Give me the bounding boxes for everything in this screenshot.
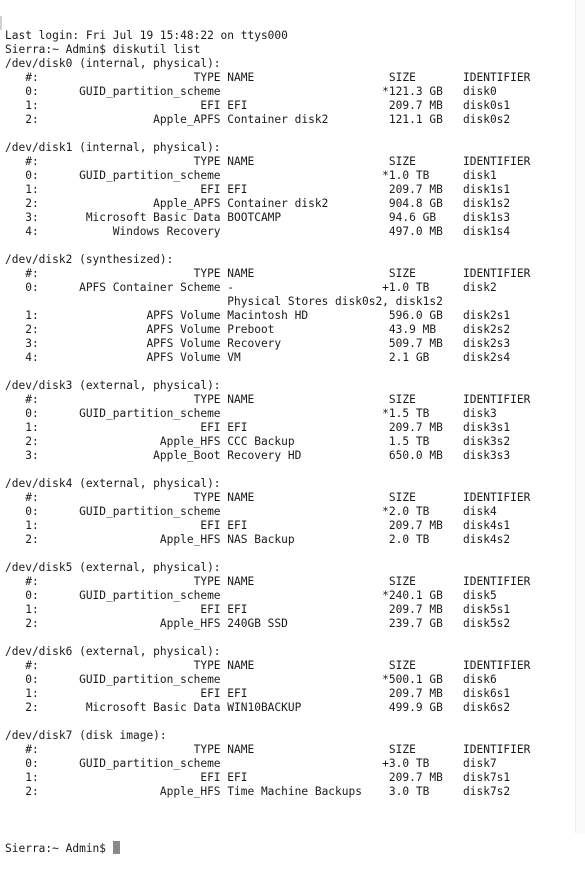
terminal-line: 4: APFS Volume VM 2.1 GB disk2s4	[5, 351, 511, 364]
terminal-line: 1: EFI EFI 209.7 MB disk0s1	[5, 99, 511, 112]
terminal-line	[5, 127, 575, 141]
terminal-line: 2: Microsoft Basic Data WIN10BACKUP 499.9 GB disk6s2	[5, 701, 511, 714]
terminal-line: #: TYPE NAME SIZE IDENTIFIER	[5, 155, 531, 168]
terminal-line: 1: APFS Volume Macintosh HD 596.0 GB disk2s1	[5, 309, 511, 322]
terminal-line	[5, 631, 575, 645]
terminal-line: 3: APFS Volume Recovery 509.7 MB disk2s3	[5, 337, 511, 350]
terminal-line: 3: Apple_Boot Recovery HD 650.0 MB disk3s3	[5, 449, 511, 462]
terminal-line	[5, 547, 575, 561]
selection-marker	[0, 16, 2, 30]
terminal-line: #: TYPE NAME SIZE IDENTIFIER	[5, 267, 531, 280]
vertical-scrollbar[interactable]	[575, 0, 585, 833]
terminal-line: #: TYPE NAME SIZE IDENTIFIER	[5, 659, 531, 672]
terminal-line: 2: Apple_HFS CCC Backup 1.5 TB disk3s2	[5, 435, 511, 448]
terminal-line	[5, 799, 575, 813]
terminal-line: 0: GUID_partition_scheme *240.1 GB disk5	[5, 589, 497, 602]
terminal-line: Last login: Fri Jul 19 15:48:22 on ttys000	[5, 29, 288, 42]
terminal-line: 1: EFI EFI 209.7 MB disk6s1	[5, 687, 511, 700]
terminal-line: 1: EFI EFI 209.7 MB disk3s1	[5, 421, 511, 434]
terminal-line: Sierra:~ Admin$ diskutil list	[5, 43, 201, 56]
terminal-line: 0: GUID_partition_scheme *1.0 TB disk1	[5, 169, 497, 182]
terminal-line: /dev/disk6 (external, physical):	[5, 645, 221, 658]
terminal-line: /dev/disk2 (synthesized):	[5, 253, 174, 266]
terminal-line: 1: EFI EFI 209.7 MB disk5s1	[5, 603, 511, 616]
terminal-line: 0: GUID_partition_scheme *1.5 TB disk3	[5, 407, 497, 420]
terminal-line	[5, 715, 575, 729]
terminal-output	[5, 29, 575, 813]
terminal-line: 2: Apple_HFS 240GB SSD 239.7 GB disk5s2	[5, 617, 511, 630]
text-cursor	[113, 841, 120, 854]
terminal-line: #: TYPE NAME SIZE IDENTIFIER	[5, 491, 531, 504]
prompt-text: Sierra:~ Admin$	[5, 842, 113, 855]
terminal-line: 0: GUID_partition_scheme *500.1 GB disk6	[5, 673, 497, 686]
terminal-line: 0: APFS Container Scheme - +1.0 TB disk2	[5, 281, 497, 294]
terminal-line: 0: GUID_partition_scheme *2.0 TB disk4	[5, 505, 497, 518]
terminal-line: 2: Apple_APFS Container disk2 904.8 GB disk1s2	[5, 197, 511, 210]
terminal-line: 3: Microsoft Basic Data BOOTCAMP 94.6 GB disk1s3	[5, 211, 511, 224]
terminal-line: /dev/disk7 (disk image):	[5, 729, 167, 742]
terminal-line: 2: Apple_HFS NAS Backup 2.0 TB disk4s2	[5, 533, 511, 546]
terminal-line: 0: GUID_partition_scheme +3.0 TB disk7	[5, 757, 497, 770]
terminal-line: 4: Windows Recovery 497.0 MB disk1s4	[5, 225, 511, 238]
terminal-line: /dev/disk5 (external, physical):	[5, 561, 221, 574]
terminal-line: #: TYPE NAME SIZE IDENTIFIER	[5, 393, 531, 406]
terminal-line: 2: APFS Volume Preboot 43.9 MB disk2s2	[5, 323, 511, 336]
terminal-line: 2: Apple_HFS Time Machine Backups 3.0 TB disk7s2	[5, 785, 511, 798]
terminal-line: #: TYPE NAME SIZE IDENTIFIER	[5, 71, 531, 84]
terminal-line: 1: EFI EFI 209.7 MB disk4s1	[5, 519, 511, 532]
terminal-line: 0: GUID_partition_scheme *121.3 GB disk0	[5, 85, 497, 98]
terminal-line: /dev/disk0 (internal, physical):	[5, 57, 221, 70]
terminal-line: /dev/disk4 (external, physical):	[5, 477, 221, 490]
command-prompt-line[interactable]	[5, 841, 575, 855]
terminal-line	[5, 365, 575, 379]
terminal-line	[5, 463, 575, 477]
terminal-line: /dev/disk3 (external, physical):	[5, 379, 221, 392]
terminal-line: 2: Apple_APFS Container disk2 121.1 GB disk0s2	[5, 113, 511, 126]
terminal-line	[5, 239, 575, 253]
terminal-line: #: TYPE NAME SIZE IDENTIFIER	[5, 743, 531, 756]
terminal-line: #: TYPE NAME SIZE IDENTIFIER	[5, 575, 531, 588]
terminal-line: Physical Stores disk0s2, disk1s2	[5, 295, 443, 308]
terminal-line: 1: EFI EFI 209.7 MB disk1s1	[5, 183, 511, 196]
terminal-line: 1: EFI EFI 209.7 MB disk7s1	[5, 771, 511, 784]
terminal-line: /dev/disk1 (internal, physical):	[5, 141, 221, 154]
